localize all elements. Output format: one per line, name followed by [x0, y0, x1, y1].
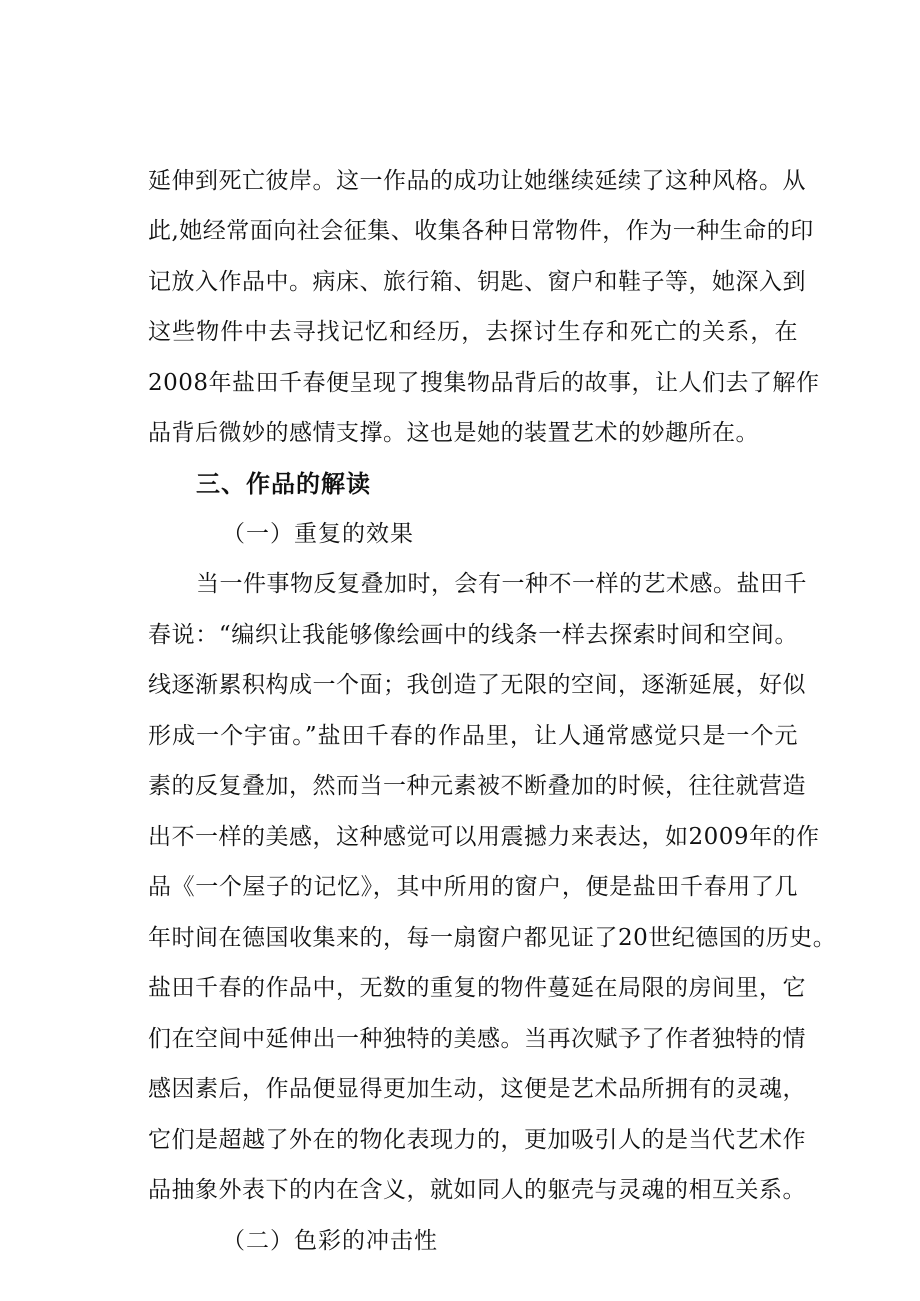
paragraph-line: 感因素后，作品便显得更加生动，这便是艺术品所拥有的灵魂， [148, 1076, 806, 1102]
subsection-heading: （一）重复的效果 [222, 521, 414, 547]
paragraph-line: 盐田千春的作品中，无数的重复的物件蔓延在局限的房间里，它 [148, 975, 806, 1001]
paragraph-line: 素的反复叠加，然而当一种元素被不断叠加的时候，往往就营造 [148, 773, 806, 799]
paragraph-line: 品背后微妙的感情支撑。这也是她的装置艺术的妙趣所在。 [148, 420, 759, 446]
paragraph-line: 们在空间中延伸出一种独特的美感。当再次赋予了作者独特的情 [148, 1026, 806, 1052]
paragraph-line: 春说：“编织让我能够像绘画中的线条一样去探索时间和空间。 [148, 622, 798, 648]
paragraph-line: 它们是超越了外在的物化表现力的，更加吸引人的是当代艺术作 [148, 1127, 806, 1153]
paragraph-line: 品《一个屋子的记忆》，其中所用的窗户，便是盐田千春用了几 [148, 874, 798, 900]
paragraph-line: 形成一个宇宙。”盐田千春的作品里，让人通常感觉只是一个元 [148, 723, 798, 749]
paragraph-line: 2008年盐田千春便呈现了搜集物品背后的故事，让人们去了解作 [148, 370, 820, 396]
section-heading: 三、作品的解读 [196, 470, 371, 498]
paragraph-line: 延伸到死亡彼岸。这一作品的成功让她继续延续了这种风格。从 [148, 168, 806, 194]
paragraph-line: 年时间在德国收集来的，每一扇窗户都见证了20世纪德国的历史。 [148, 925, 837, 951]
paragraph-line: 记放入作品中。病床、旅行箱、钥匙、窗户和鞋子等，她深入到 [148, 269, 806, 295]
paragraph-line: 线逐渐累积构成一个面；我创造了无限的空间，逐渐延展，好似 [148, 672, 806, 698]
paragraph-line: 这些物件中去寻找记忆和经历，去探讨生存和死亡的关系，在 [148, 319, 798, 345]
paragraph-line: 出不一样的美感，这种感觉可以用震撼力来表达，如2009年的作 [148, 824, 820, 850]
paragraph-line: 品抽象外表下的内在含义，就如同人的躯壳与灵魂的相互关系。 [148, 1177, 806, 1203]
paragraph-line: 此,她经常面向社会征集、收集各种日常物件，作为一种生命的印 [148, 218, 814, 244]
paragraph-line: 当一件事物反复叠加时，会有一种不一样的艺术感。盐田千 [196, 571, 807, 597]
subsection-heading: （二）色彩的冲击性 [222, 1228, 438, 1254]
